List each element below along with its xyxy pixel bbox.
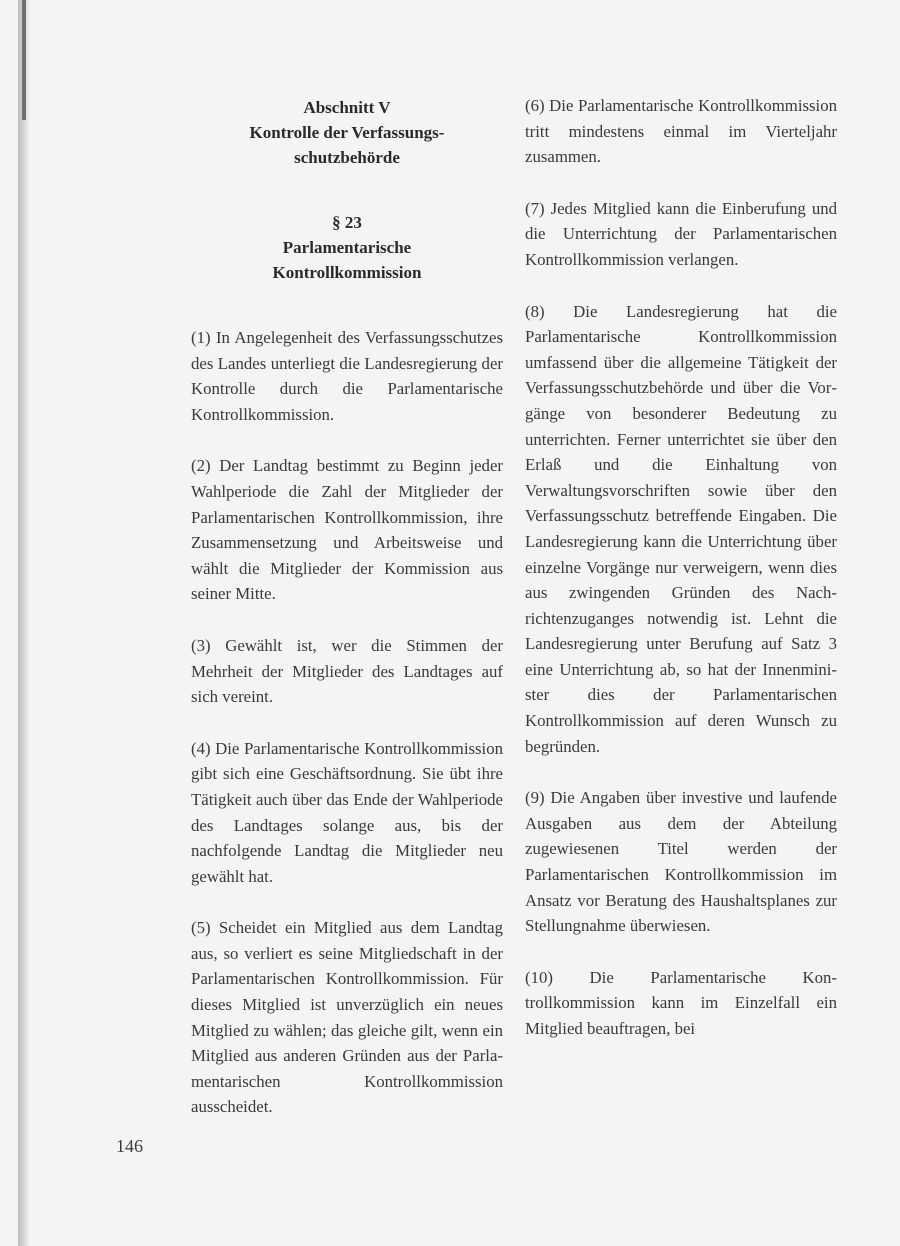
page-binding-shadow bbox=[22, 0, 26, 120]
paragraph-number: § 23 bbox=[332, 213, 362, 232]
subsection-9: (9) Die Angaben über investive und laufende Ausgaben aus dem der Abteilung zugewiesenen Titel werden der Parlamentarischen Kontrollkommission im Ansatz vor Beratung des Haushaltsplanes zur Stellungnahme überwiesen. bbox=[525, 788, 837, 936]
subsection-2: (2) Der Landtag bestimmt zu Beginn jeder Wahlperiode die Zahl der Mitglieder der Parlamentarischen Kontrollkommission, ihre Zusammensetzung und Arbeitsweise und wählt die Mitglieder der Kommission aus seiner Mitte. bbox=[191, 456, 503, 604]
subsection-10: (10) Die Parlamentarische Kontrollkommission kann im Einzelfall ein Mitglied beauftragen, bei bbox=[525, 967, 837, 1038]
subsection-6: (6) Die Parlamentarische Kontrollkommission tritt mindestens einmal im Vierteljahr zusammen. bbox=[525, 96, 837, 167]
section-heading-line: Kontrolle der Verfassungs- bbox=[249, 123, 445, 142]
paragraph-title-line: Kontrollkommission bbox=[272, 263, 422, 282]
paragraph-title-line: Parlamentarische bbox=[282, 238, 412, 257]
subsection-7: (7) Jedes Mitglied kann die Einberufung und die Unterrichtung der Parlamentarischen Kontrollkommission verlangen. bbox=[525, 198, 837, 269]
subsection-4: (4) Die Parlamentarische Kontrollkommission gibt sich eine Geschäftsordnung. Sie übt ihre Tätigkeit auch über das Ende der Wahlperiode des Landtages solange aus, bis der nachfolgende Landtag die Mitglieder neu gewählt hat. bbox=[191, 738, 503, 886]
subsection-3: (3) Gewählt ist, wer die Stimmen der Mehrheit der Mitglieder des Landtages auf sich vereint. bbox=[191, 635, 503, 707]
subsection-1: (1) In Angelegenheit des Verfassungsschutzes des Landes unterliegt die Landesregierung der Kontrolle durch die Parlamentarische Kontrollkommission. bbox=[191, 328, 503, 424]
left-column bbox=[191, 95, 503, 1146]
subsection-5: (5) Scheidet ein Mitglied aus dem Landtag aus, so verliert es seine Mitgliedschaft in der Parlamentarischen Kontrollkommission. Für dieses Mitglied ist unverzüglich ein neues Mitglied zu wählen; das gleiche gilt, wenn ein Mitglied aus anderen Gründen aus der Parlamentarischen Kontrollkommission ausscheidet. bbox=[191, 918, 503, 1117]
paragraph-heading bbox=[191, 210, 503, 285]
subsection-8: (8) Die Landesregierung hat die Parlamentarische Kontrollkommission umfassend über die allgemeine Tätigkeit der Verfassungsschutzbehörde und über die Vorgänge von besonderer Bedeutung zu unterrichten. Ferner unterrichtet sie über den Erlaß und die Einhaltung von Verwaltungsvorschriften sowie über den Verfassungsschutz betreffende Eingaben. Die Landesregierung kann die Unterrichtung über einzelne Vorgänge nur verweigern, wenn dies aus zwingenden Gründen des Nachrichtenzuganges notwendig ist. Lehnt die Landesregierung unter Berufung auf Satz 3 eine Unterrichtung ab, so hat der Innenminister dies der Parlamentarischen Kontrollkommission auf deren Wunsch zu begründen. bbox=[525, 301, 837, 756]
page-binding-edge bbox=[18, 0, 30, 1246]
section-heading-line: schutzbehörde bbox=[294, 148, 400, 167]
section-heading-line: Abschnitt V bbox=[303, 98, 391, 117]
right-column bbox=[525, 93, 837, 1068]
section-heading bbox=[191, 95, 503, 170]
page-number: 146 bbox=[116, 1136, 143, 1156]
